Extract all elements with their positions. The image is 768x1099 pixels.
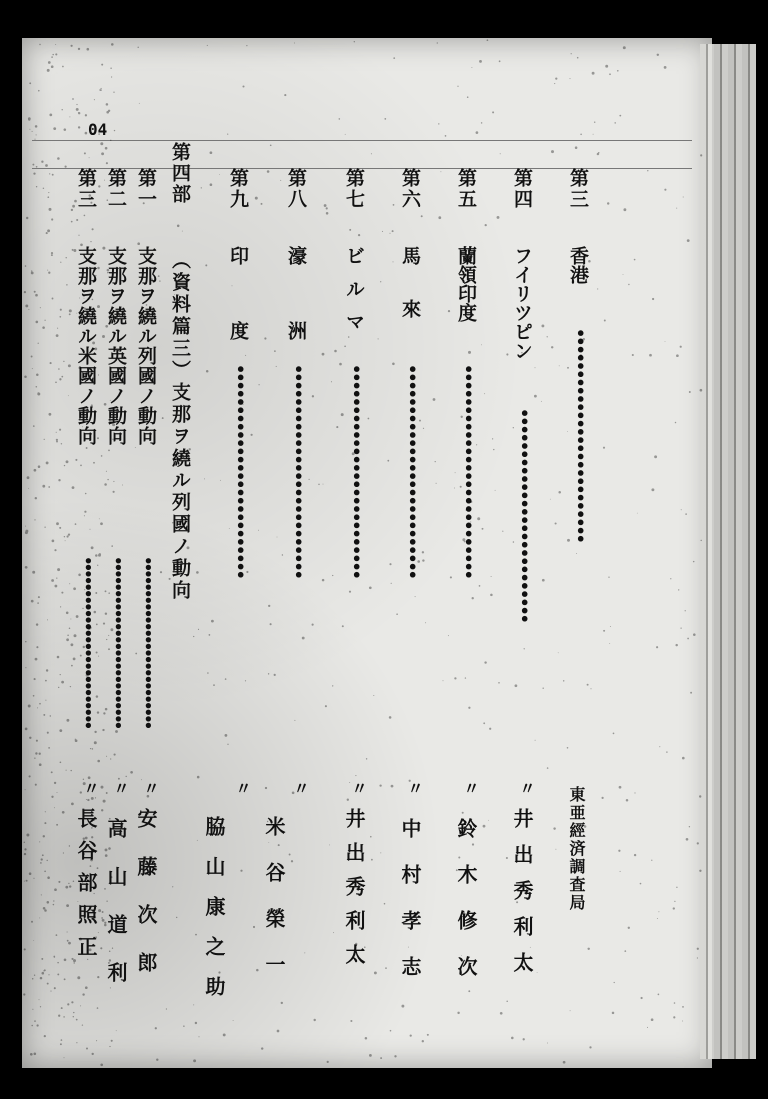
entry-title: 印度 <box>227 246 249 396</box>
entry-author: 米谷榮一 <box>262 816 286 1000</box>
ditto-mark: 〃 <box>111 780 130 796</box>
entry-number: 第五 <box>455 168 477 210</box>
entry-title: 香港 <box>567 246 589 284</box>
entry-number: 第四 <box>511 168 533 210</box>
dot-leader: •••••••••••••••••••••••••• <box>231 364 250 578</box>
entry-title: ビルマ <box>343 246 365 345</box>
entry-author: 安藤次郎 <box>134 808 158 1000</box>
ditto-mark: 〃 <box>81 780 100 796</box>
entry-number: 第九 <box>227 168 249 210</box>
ditto-mark: 〃 <box>233 780 252 796</box>
part-number: 第四部 <box>169 142 191 205</box>
ditto-mark: 〃 <box>349 780 368 796</box>
dot-leader: •••••••••••••••••••••••••• <box>515 408 534 622</box>
entry-title: 馬來 <box>399 246 421 352</box>
ditto-mark: 〃 <box>291 780 310 796</box>
page-edges <box>700 44 756 1059</box>
entry-number: 第七 <box>343 168 365 210</box>
entry-number: 第三 <box>567 168 589 210</box>
entry-title: 蘭領印度 <box>455 246 477 322</box>
part-title: （資料篇三）支那ヲ繞ル列國ノ動向 <box>169 250 191 602</box>
entry-author: 井出秀利太 <box>510 808 534 988</box>
dot-leader: •••••••••••••••••••••••••• <box>139 556 157 728</box>
entry-title: 支那ヲ繞ル米國ノ動向 <box>75 246 97 446</box>
entry-author: 井出秀利太 <box>342 808 366 978</box>
dot-leader: •••••••••••••••••••••••••• <box>459 364 478 578</box>
entry-author: 中村孝志 <box>398 818 422 1002</box>
ditto-mark: 〃 <box>141 780 160 796</box>
entry-author: 高山道利 <box>104 818 128 1010</box>
dot-leader: •••••••••••••••••••••••••• <box>109 556 127 728</box>
entry-title: 支那ヲ繞ル英國ノ動向 <box>105 246 127 446</box>
entry-number: 第八 <box>285 168 307 210</box>
entry-author: 長谷部照正 <box>74 808 98 968</box>
dot-leader: •••••••••••••••••••••••••• <box>403 364 422 578</box>
entry-number: 第二 <box>105 168 127 210</box>
header-rule-top <box>32 140 692 141</box>
ditto-mark: 〃 <box>517 780 536 796</box>
entry-number: 第六 <box>399 168 421 210</box>
entry-number: 第一 <box>135 168 157 210</box>
dot-leader: •••••••••••••••••••••••••• <box>289 364 308 578</box>
entry-author: 鈴木修次 <box>454 818 478 1002</box>
entry-author: 脇山康之助 <box>202 816 226 1016</box>
entry-number: 第三 <box>75 168 97 210</box>
entry-title: 支那ヲ繞ル列國ノ動向 <box>135 246 157 446</box>
ditto-mark: 〃 <box>461 780 480 796</box>
dot-leader: •••••••••••••••••••••••••• <box>347 364 366 578</box>
entry-title: フイリツピン <box>511 246 533 360</box>
entry-author: 東亜經済調査局 <box>567 786 586 912</box>
ditto-mark: 〃 <box>405 780 424 796</box>
entry-title: 濠洲 <box>285 246 307 396</box>
dot-leader: •••••••••••••••••••••••••• <box>571 328 590 542</box>
dot-leader: •••••••••••••••••••••••••• <box>79 556 97 728</box>
page-number: 04 <box>88 120 108 139</box>
